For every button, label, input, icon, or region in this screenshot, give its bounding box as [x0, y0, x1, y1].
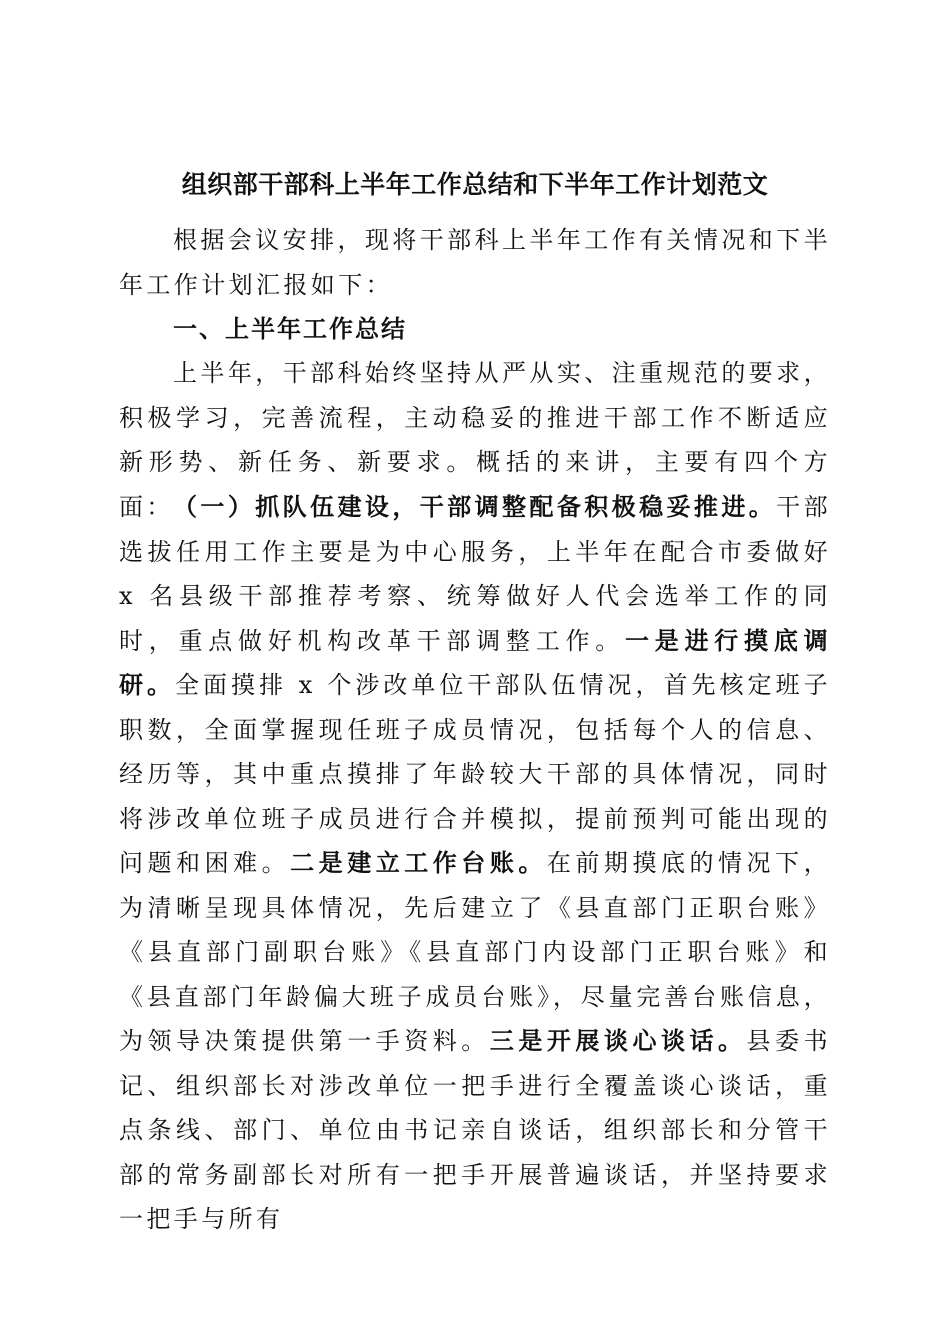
- point2-label: 二是建立工作台账。: [290, 848, 547, 877]
- section1-text-c: 在前期摸底的情况下，为清晰呈现具体情况，先后建立了《县直部门正职台账》《县直部门副职台账》《县直部门内设部门正职台账》和《县直部门年龄偏大班子成员台账》，尽量完善台账信息，为领导决策提供第一手资料。: [119, 849, 831, 1055]
- section1-paragraph: [119, 485, 831, 1242]
- intro-paragraph: 根据会议安排，现将干部科上半年工作有关情况和下半年工作计划汇报如下：: [119, 226, 831, 299]
- page-title: 组织部干部科上半年工作总结和下半年工作计划范文: [181, 170, 769, 199]
- summary-paragraph: 上半年，干部科始终坚持从严从实、注重规范的要求，积极学习，完善流程，主动稳妥的推进干部工作不断适应新形势、新任务、新要求。概括的来讲，主要有四个方面：: [119, 359, 831, 521]
- section1-text-a: 干部选拔任用工作主要是为中心服务，上半年在配合市委做好 x 名县级干部推荐考察、统筹做好人代会选举工作的同时，重点做好机构改革干部调整工作。: [119, 493, 831, 655]
- point3-label: 三是开展谈心谈话。: [489, 1026, 747, 1055]
- point1-label: 一是进行摸底调研。: [119, 625, 831, 699]
- subsection-heading: （一）抓队伍建设，干部调整配备积极稳妥推进。: [173, 492, 777, 521]
- section1-text-b: 全面摸排 x 个涉改单位干部队伍情况，首先核定班子职数，全面掌握现任班子成员情况，包括每个人的信息、经历等，其中重点摸排了年龄较大干部的具体情况，同时将涉改单位班子成员进行合并模拟，提前预判可能出现的问题和困难。: [119, 671, 831, 877]
- section-heading: 一、上半年工作总结: [173, 314, 407, 343]
- section1-text-d: 县委书记、组织部长对涉改单位一把手进行全覆盖谈心谈话，重点条线、部门、单位由书记亲自谈话，组织部长和分管干部的常务副部长对所有一把手开展普遍谈话，并坚持要求一把手与所有: [119, 1027, 831, 1233]
